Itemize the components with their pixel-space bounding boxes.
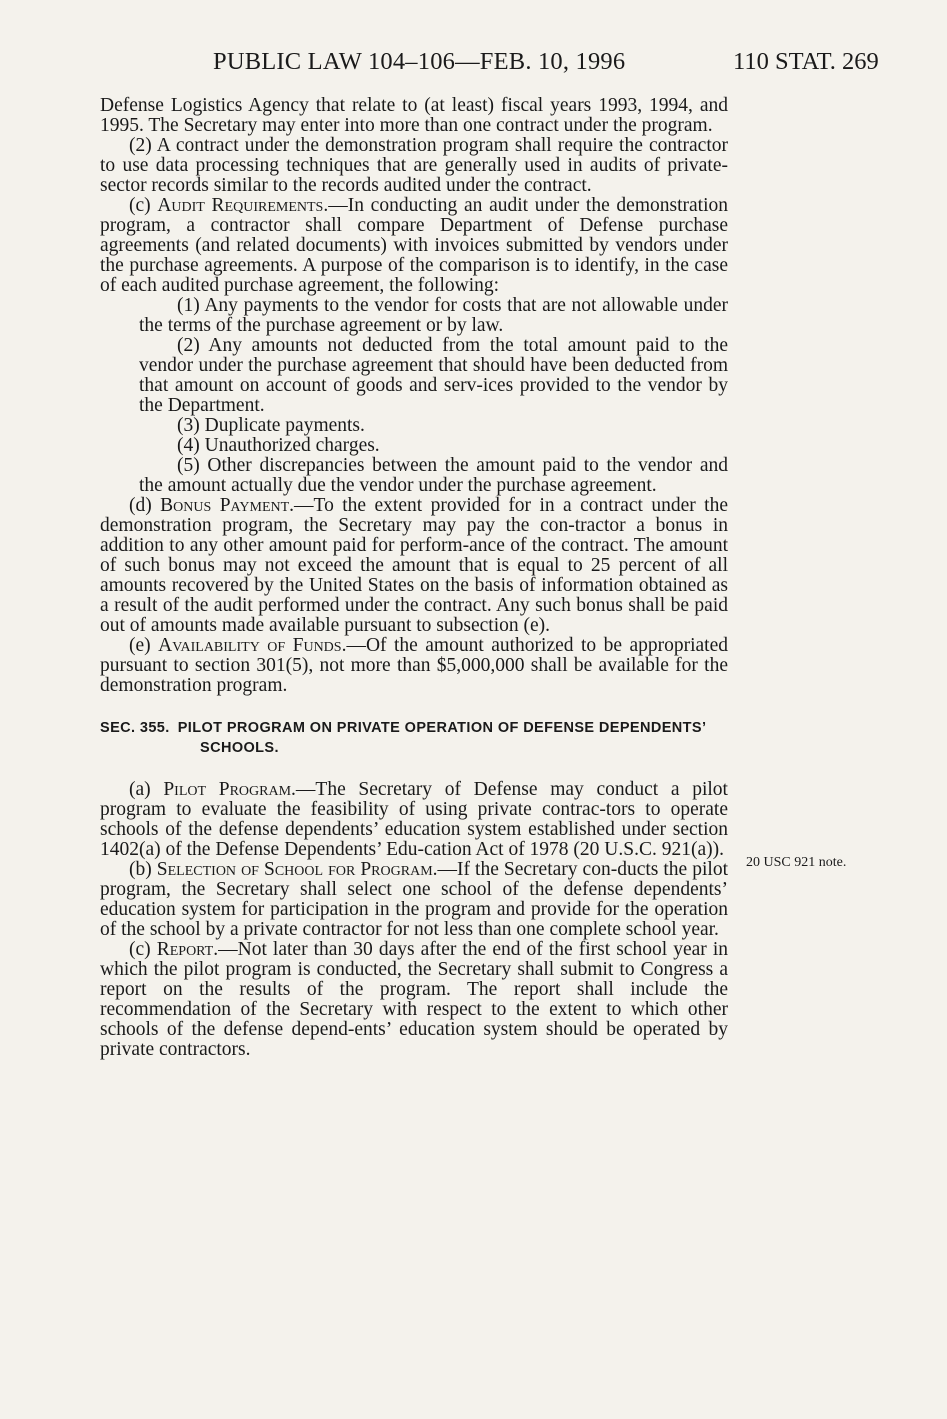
- subsection-d-bonus-payment: [100, 496, 728, 636]
- list-item: (2) Any amounts not deducted from the total amount paid to the vendor under the purchase agreement that should have been deducted from that amount on account of goods and serv-ices provided to the vendor by the Department.: [139, 335, 728, 416]
- subsection-text: .—The Secretary of Defense may conduct a pilot program to evaluate the feasibility of using private contrac-tors to operate schools of the defense dependents’ education system established under section 1402(a) of the Defense Dependents’ Edu-cation Act of 1978 (20 U.S.C. 921(a)).: [100, 779, 728, 860]
- subsection-label: (e): [129, 635, 159, 656]
- subsection-e-availability-of-funds: [100, 636, 728, 696]
- page-header: [0, 42, 947, 82]
- subsection-c-audit-requirements: [100, 196, 728, 296]
- section-title: PILOT PROGRAM ON PRIVATE OPERATION OF DEFENSE DEPENDENTS’ SCHOOLS.: [177, 720, 706, 756]
- list-item: (1) Any payments to the vendor for costs that are not allowable under the terms of the purchase agreement or by law.: [139, 295, 728, 336]
- paragraph-continuation: Defense Logistics Agency that relate to (at least) fiscal years 1993, 1994, and 1995. The Secretary may enter into more than one contract under the program.: [100, 95, 728, 136]
- subsection-c-report: [100, 940, 728, 1060]
- paragraph-b2: (2) A contract under the demonstration program shall require the contractor to use data processing techniques that are generally used in audits of private-sector records similar to the records audited under the contract.: [100, 135, 728, 196]
- subsection-b-selection-of-school: [100, 860, 728, 940]
- subsection-heading: Bonus Payment: [160, 495, 290, 516]
- subsection-heading: Selection of School for Program: [156, 859, 433, 880]
- subsection-text: .—Not later than 30 days after the end of the first school year in which the pilot program is conducted, the Secretary shall submit to Congress a report on the results of the program. The report shall include the recommendation of the Secretary with respect to the extent to which other schools of the defense depend-ents’ education system should be operated by private contractors.: [100, 939, 728, 1060]
- subsection-heading: Report: [156, 939, 214, 960]
- list-item: (3) Duplicate payments.: [177, 415, 365, 436]
- subsection-text: .—In conducting an audit under the demonstration program, a contractor shall compare Department of Defense purchase agreements (and related documents) with invoices submitted by vendors under the purchase agreements. A purpose of the comparison is to identify, in the case of each audited purchase agreement, the following:: [100, 195, 728, 296]
- subsection-label: (c): [129, 939, 157, 960]
- subsection-heading: Pilot Program: [163, 779, 292, 800]
- subsection-label: (a): [129, 779, 164, 800]
- subsection-label: (d): [129, 495, 161, 516]
- subsection-heading: Availability of Funds: [158, 635, 342, 656]
- list-item: (4) Unauthorized charges.: [177, 435, 380, 456]
- subsection-text: .—If the Secretary con-ducts the pilot program, the Secretary shall select one school of the defense dependents’ education system for participation in the program and provide for the operation of the school by a private contractor for not less than one complete school year.: [100, 859, 728, 940]
- subsection-heading: Audit Requirements: [157, 195, 324, 216]
- margin-note: 20 USC 921 note.: [746, 855, 847, 870]
- subsection-label: (c): [129, 195, 158, 216]
- body-column: [100, 96, 728, 1060]
- list-item: (5) Other discrepancies between the amount paid to the vendor and the amount actually due the vendor under the purchase agreement.: [139, 455, 728, 496]
- running-title: PUBLIC LAW 104–106—FEB. 10, 1996: [213, 48, 626, 75]
- section-number: SEC. 355.: [100, 720, 170, 736]
- page-reference: 110 STAT. 269: [733, 48, 879, 75]
- section-heading: [100, 718, 728, 758]
- subsection-text: .—To the extent provided for in a contract under the demonstration program, the Secretary may pay the con-tractor a bonus in addition to any other amount paid for perform-ance of the contract. The amount of such bonus may not exceed the amount that is equal to 25 percent of all amounts recovered by the United States on the basis of information obtained as a result of the audit performed under the contract. Any such bonus shall be paid out of amounts made available pursuant to subsection (e).: [100, 495, 728, 636]
- subsection-label: (b): [129, 859, 157, 880]
- subsection-text: .—Of the amount authorized to be appropriated pursuant to section 301(5), not more than $5,000,000 shall be available for the demonstration program.: [100, 635, 729, 696]
- subsection-a-pilot-program: [100, 780, 728, 860]
